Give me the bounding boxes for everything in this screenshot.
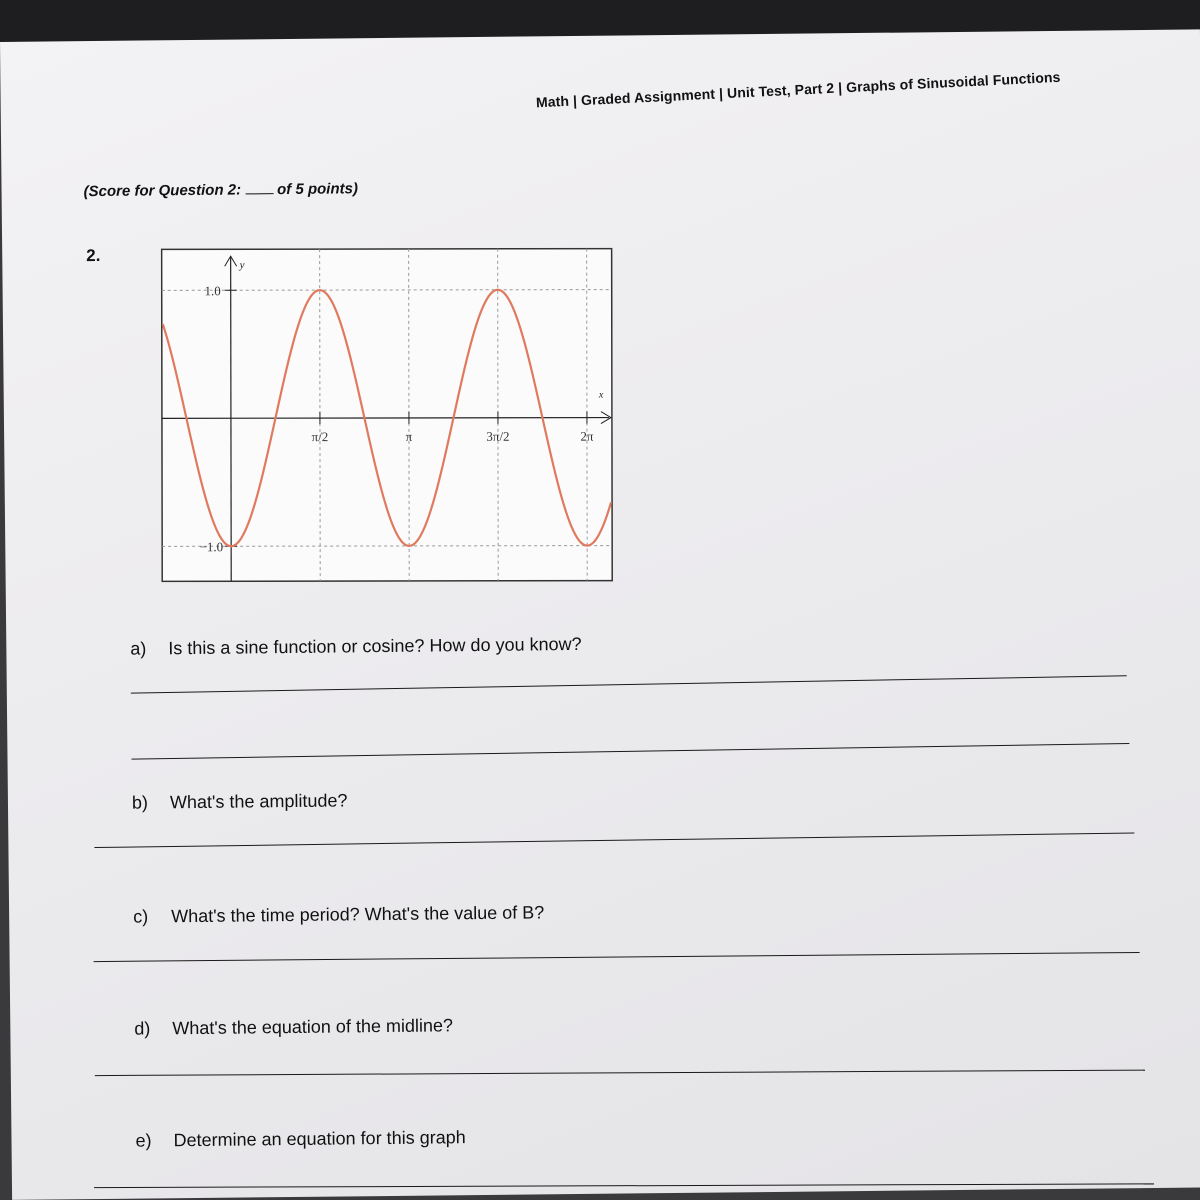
score-blank[interactable]	[245, 181, 273, 194]
question-a-text: Is this a sine function or cosine? How do you know?	[168, 633, 582, 659]
question-e-text: Determine an equation for this graph	[173, 1127, 466, 1151]
question-b	[132, 790, 348, 813]
question-d-text: What's the equation of the midline?	[172, 1015, 454, 1039]
sinusoid-graph	[161, 248, 614, 583]
question-a-letter: a)	[130, 638, 147, 659]
question-d	[134, 1015, 453, 1039]
x-tick-label-pi: π	[405, 428, 413, 444]
graph-frame	[162, 249, 613, 582]
answer-line-e[interactable]	[94, 1183, 1154, 1188]
x-axis-label: x	[598, 389, 604, 401]
score-prefix: (Score for Question 2:	[83, 181, 242, 201]
y-axis-label: y	[239, 259, 245, 272]
question-c-letter: c)	[133, 906, 149, 927]
question-c-text: What's the time period? What's the value of B?	[171, 902, 545, 927]
question-number: 2.	[86, 245, 101, 266]
question-b-text: What's the amplitude?	[169, 790, 348, 813]
answer-line-c[interactable]	[94, 952, 1140, 962]
score-line	[83, 180, 358, 200]
answer-line-a1[interactable]	[131, 675, 1127, 693]
y-tick-label-top: 1.0	[204, 283, 221, 299]
answer-line-a2[interactable]	[132, 743, 1130, 760]
question-e	[135, 1127, 465, 1151]
score-suffix: of 5 points)	[277, 180, 359, 199]
answer-line-b[interactable]	[94, 833, 1134, 849]
worksheet-page	[0, 29, 1200, 1200]
x-tick-label-three-pi-half: 3π/2	[486, 428, 510, 444]
y-tick-label-bottom: −1.0	[199, 539, 224, 555]
x-tick-label-pi-half: π/2	[311, 429, 329, 445]
page-header: Math | Graded Assignment | Unit Test, Part 2 | Graphs of Sinusoidal Functions	[535, 68, 1061, 111]
question-e-letter: e)	[135, 1130, 152, 1151]
question-a	[130, 634, 581, 660]
x-tick-label-two-pi: 2π	[580, 428, 594, 444]
question-c	[133, 902, 544, 927]
answer-line-d[interactable]	[95, 1070, 1145, 1076]
question-d-letter: d)	[134, 1018, 151, 1039]
question-b-letter: b)	[131, 792, 149, 813]
